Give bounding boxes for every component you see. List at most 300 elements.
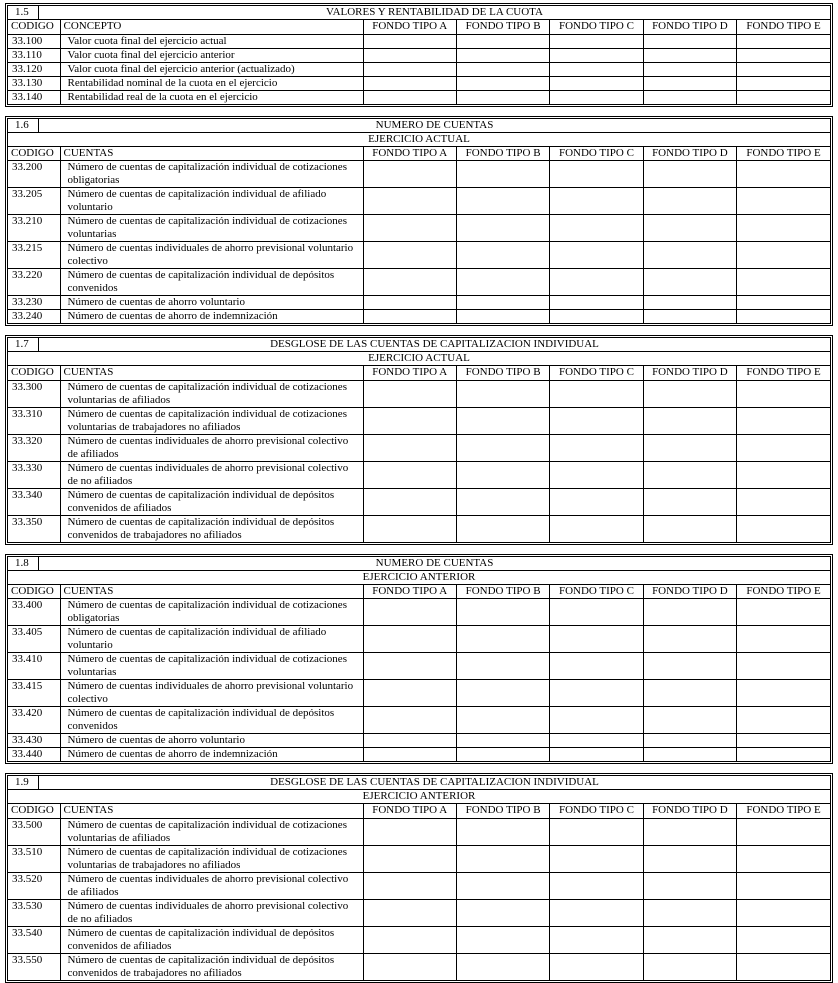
value-cell-fondo-d xyxy=(643,899,736,926)
column-header-fondo-d: FONDO TIPO D xyxy=(643,585,736,599)
value-cell-fondo-a xyxy=(363,434,456,461)
table-row-33.140 xyxy=(8,90,830,104)
value-cell-fondo-c xyxy=(550,310,643,324)
table-header-row xyxy=(8,366,830,380)
row-code: 33.420 xyxy=(8,707,60,734)
row-label: Número de cuentas de capitalización individual de cotizaciones obligatorias xyxy=(60,161,363,188)
row-code: 33.230 xyxy=(8,296,60,310)
value-cell-fondo-c xyxy=(550,188,643,215)
value-cell-fondo-e xyxy=(737,407,830,434)
table-row-33.240 xyxy=(8,310,830,324)
value-cell-fondo-d xyxy=(643,76,736,90)
section-number: 1.6 xyxy=(8,119,39,132)
value-cell-fondo-d xyxy=(643,748,736,762)
section-number: 1.5 xyxy=(8,6,39,19)
column-header-fondo-e: FONDO TIPO E xyxy=(737,585,830,599)
value-cell-fondo-e xyxy=(737,380,830,407)
value-cell-fondo-d xyxy=(643,953,736,980)
value-cell-fondo-e xyxy=(737,818,830,845)
row-label: Número de cuentas individuales de ahorro previsional voluntario colectivo xyxy=(60,242,363,269)
table-row-33.300 xyxy=(8,380,830,407)
column-header-fondo-c: FONDO TIPO C xyxy=(550,585,643,599)
row-label: Número de cuentas de capitalización individual de cotizaciones voluntarias de trabajadores no afiliados xyxy=(60,407,363,434)
value-cell-fondo-e xyxy=(737,926,830,953)
column-header-fondo-e: FONDO TIPO E xyxy=(737,366,830,380)
value-cell-fondo-c xyxy=(550,161,643,188)
value-cell-fondo-e xyxy=(737,161,830,188)
column-header-fondo-c: FONDO TIPO C xyxy=(550,366,643,380)
row-label: Número de cuentas de capitalización individual de cotizaciones voluntarias de afiliados xyxy=(60,818,363,845)
row-label: Número de cuentas de ahorro voluntario xyxy=(60,296,363,310)
value-cell-fondo-d xyxy=(643,407,736,434)
section-number: 1.8 xyxy=(8,557,39,570)
value-cell-fondo-d xyxy=(643,90,736,104)
row-code: 33.340 xyxy=(8,488,60,515)
table-row-33.420 xyxy=(8,707,830,734)
value-cell-fondo-c xyxy=(550,434,643,461)
row-label: Número de cuentas de ahorro de indemnización xyxy=(60,748,363,762)
value-cell-fondo-a xyxy=(363,488,456,515)
row-code: 33.405 xyxy=(8,626,60,653)
value-cell-fondo-a xyxy=(363,310,456,324)
value-cell-fondo-e xyxy=(737,90,830,104)
value-cell-fondo-e xyxy=(737,953,830,980)
value-cell-fondo-d xyxy=(643,296,736,310)
value-cell-fondo-a xyxy=(363,188,456,215)
row-code: 33.520 xyxy=(8,872,60,899)
row-label: Rentabilidad real de la cuota en el ejercicio xyxy=(60,90,363,104)
section-title: DESGLOSE DE LAS CUENTAS DE CAPITALIZACION INDIVIDUAL xyxy=(270,776,599,788)
value-cell-fondo-c xyxy=(550,748,643,762)
column-header-concepto: CUENTAS xyxy=(60,804,363,818)
section-title-row xyxy=(8,776,830,790)
column-header-fondo-a: FONDO TIPO A xyxy=(363,20,456,34)
row-code: 33.140 xyxy=(8,90,60,104)
row-label: Número de cuentas individuales de ahorro previsional colectivo de no afiliados xyxy=(60,461,363,488)
value-cell-fondo-a xyxy=(363,48,456,62)
value-cell-fondo-c xyxy=(550,296,643,310)
value-cell-fondo-c xyxy=(550,818,643,845)
value-cell-fondo-b xyxy=(456,90,549,104)
row-code: 33.300 xyxy=(8,380,60,407)
row-label: Valor cuota final del ejercicio actual xyxy=(60,34,363,48)
row-label: Número de cuentas de capitalización individual de depósitos convenidos de trabajadores no afiliados xyxy=(60,515,363,542)
value-cell-fondo-c xyxy=(550,872,643,899)
row-code: 33.110 xyxy=(8,48,60,62)
section-title-row xyxy=(8,6,830,20)
row-label: Número de cuentas de ahorro voluntario xyxy=(60,734,363,748)
value-cell-fondo-e xyxy=(737,899,830,926)
value-cell-fondo-d xyxy=(643,818,736,845)
table-row-33.350 xyxy=(8,515,830,542)
value-cell-fondo-c xyxy=(550,653,643,680)
row-code: 33.210 xyxy=(8,215,60,242)
value-cell-fondo-d xyxy=(643,34,736,48)
column-header-fondo-b: FONDO TIPO B xyxy=(456,804,549,818)
row-label: Número de cuentas de capitalización individual de cotizaciones voluntarias de trabajadores no afiliados xyxy=(60,845,363,872)
value-cell-fondo-a xyxy=(363,461,456,488)
table-header-row xyxy=(8,585,830,599)
row-label: Número de cuentas de capitalización individual de afiliado voluntario xyxy=(60,188,363,215)
value-cell-fondo-e xyxy=(737,626,830,653)
value-cell-fondo-b xyxy=(456,242,549,269)
row-code: 33.550 xyxy=(8,953,60,980)
value-cell-fondo-b xyxy=(456,488,549,515)
value-cell-fondo-b xyxy=(456,748,549,762)
row-label: Número de cuentas de capitalización individual de cotizaciones obligatorias xyxy=(60,599,363,626)
table-row-33.215 xyxy=(8,242,830,269)
value-cell-fondo-c xyxy=(550,62,643,76)
column-header-fondo-c: FONDO TIPO C xyxy=(550,20,643,34)
row-label: Número de cuentas individuales de ahorro previsional colectivo de afiliados xyxy=(60,872,363,899)
row-code: 33.120 xyxy=(8,62,60,76)
section-table xyxy=(8,147,830,324)
table-row-33.220 xyxy=(8,269,830,296)
row-label: Número de cuentas individuales de ahorro previsional colectivo de afiliados xyxy=(60,434,363,461)
value-cell-fondo-e xyxy=(737,653,830,680)
row-label: Número de cuentas de capitalización individual de depósitos convenidos xyxy=(60,707,363,734)
value-cell-fondo-e xyxy=(737,734,830,748)
value-cell-fondo-b xyxy=(456,845,549,872)
value-cell-fondo-d xyxy=(643,845,736,872)
value-cell-fondo-b xyxy=(456,953,549,980)
value-cell-fondo-e xyxy=(737,488,830,515)
value-cell-fondo-d xyxy=(643,926,736,953)
value-cell-fondo-a xyxy=(363,90,456,104)
table-row-33.230 xyxy=(8,296,830,310)
value-cell-fondo-d xyxy=(643,269,736,296)
value-cell-fondo-a xyxy=(363,407,456,434)
form-section-1.8 xyxy=(5,554,833,765)
column-header-concepto: CUENTAS xyxy=(60,147,363,161)
value-cell-fondo-c xyxy=(550,215,643,242)
form-section-1.5 xyxy=(5,3,833,107)
row-code: 33.320 xyxy=(8,434,60,461)
table-row-33.120 xyxy=(8,62,830,76)
value-cell-fondo-a xyxy=(363,161,456,188)
value-cell-fondo-b xyxy=(456,215,549,242)
value-cell-fondo-b xyxy=(456,76,549,90)
value-cell-fondo-d xyxy=(643,599,736,626)
section-number: 1.7 xyxy=(8,338,39,351)
row-label: Valor cuota final del ejercicio anterior (actualizado) xyxy=(60,62,363,76)
row-code: 33.130 xyxy=(8,76,60,90)
value-cell-fondo-b xyxy=(456,434,549,461)
row-code: 33.500 xyxy=(8,818,60,845)
table-row-33.500 xyxy=(8,818,830,845)
row-label: Número de cuentas de capitalización individual de depósitos convenidos xyxy=(60,269,363,296)
value-cell-fondo-b xyxy=(456,707,549,734)
section-title: DESGLOSE DE LAS CUENTAS DE CAPITALIZACION INDIVIDUAL xyxy=(270,338,599,350)
value-cell-fondo-c xyxy=(550,707,643,734)
row-code: 33.440 xyxy=(8,748,60,762)
value-cell-fondo-a xyxy=(363,515,456,542)
table-row-33.340 xyxy=(8,488,830,515)
value-cell-fondo-b xyxy=(456,188,549,215)
value-cell-fondo-d xyxy=(643,380,736,407)
row-code: 33.415 xyxy=(8,680,60,707)
value-cell-fondo-a xyxy=(363,62,456,76)
value-cell-fondo-a xyxy=(363,269,456,296)
row-label: Número de cuentas de capitalización individual de cotizaciones voluntarias xyxy=(60,653,363,680)
table-row-33.320 xyxy=(8,434,830,461)
value-cell-fondo-b xyxy=(456,34,549,48)
value-cell-fondo-d xyxy=(643,626,736,653)
column-header-concepto: CONCEPTO xyxy=(60,20,363,34)
value-cell-fondo-b xyxy=(456,872,549,899)
table-row-33.310 xyxy=(8,407,830,434)
section-title-row xyxy=(8,119,830,133)
table-row-33.530 xyxy=(8,899,830,926)
value-cell-fondo-c xyxy=(550,34,643,48)
value-cell-fondo-b xyxy=(456,626,549,653)
value-cell-fondo-a xyxy=(363,34,456,48)
value-cell-fondo-c xyxy=(550,926,643,953)
column-header-codigo: CODIGO xyxy=(8,366,60,380)
value-cell-fondo-e xyxy=(737,34,830,48)
table-row-33.205 xyxy=(8,188,830,215)
value-cell-fondo-b xyxy=(456,161,549,188)
value-cell-fondo-b xyxy=(456,926,549,953)
row-label: Rentabilidad nominal de la cuota en el ejercicio xyxy=(60,76,363,90)
form-section-1.9 xyxy=(5,773,833,983)
value-cell-fondo-a xyxy=(363,380,456,407)
row-code: 33.540 xyxy=(8,926,60,953)
row-code: 33.205 xyxy=(8,188,60,215)
value-cell-fondo-a xyxy=(363,845,456,872)
row-code: 33.200 xyxy=(8,161,60,188)
column-header-fondo-c: FONDO TIPO C xyxy=(550,804,643,818)
value-cell-fondo-e xyxy=(737,707,830,734)
value-cell-fondo-a xyxy=(363,926,456,953)
value-cell-fondo-b xyxy=(456,269,549,296)
column-header-fondo-b: FONDO TIPO B xyxy=(456,20,549,34)
column-header-fondo-a: FONDO TIPO A xyxy=(363,366,456,380)
row-label: Número de cuentas individuales de ahorro previsional voluntario colectivo xyxy=(60,680,363,707)
column-header-fondo-d: FONDO TIPO D xyxy=(643,20,736,34)
column-header-fondo-e: FONDO TIPO E xyxy=(737,804,830,818)
value-cell-fondo-c xyxy=(550,461,643,488)
value-cell-fondo-e xyxy=(737,310,830,324)
value-cell-fondo-a xyxy=(363,76,456,90)
value-cell-fondo-c xyxy=(550,953,643,980)
column-header-concepto: CUENTAS xyxy=(60,585,363,599)
section-title: NUMERO DE CUENTAS xyxy=(375,556,494,569)
value-cell-fondo-a xyxy=(363,734,456,748)
table-row-33.415 xyxy=(8,680,830,707)
value-cell-fondo-e xyxy=(737,188,830,215)
row-code: 33.310 xyxy=(8,407,60,434)
value-cell-fondo-c xyxy=(550,515,643,542)
value-cell-fondo-a xyxy=(363,818,456,845)
value-cell-fondo-a xyxy=(363,626,456,653)
value-cell-fondo-c xyxy=(550,407,643,434)
value-cell-fondo-c xyxy=(550,488,643,515)
value-cell-fondo-e xyxy=(737,62,830,76)
row-code: 33.430 xyxy=(8,734,60,748)
value-cell-fondo-a xyxy=(363,599,456,626)
value-cell-fondo-d xyxy=(643,707,736,734)
row-code: 33.350 xyxy=(8,515,60,542)
table-row-33.440 xyxy=(8,748,830,762)
value-cell-fondo-a xyxy=(363,872,456,899)
value-cell-fondo-b xyxy=(456,48,549,62)
value-cell-fondo-c xyxy=(550,599,643,626)
value-cell-fondo-a xyxy=(363,215,456,242)
value-cell-fondo-d xyxy=(643,48,736,62)
form-section-1.6 xyxy=(5,116,833,327)
form-section-1.7 xyxy=(5,335,833,545)
row-label: Número de cuentas de ahorro de indemnización xyxy=(60,310,363,324)
value-cell-fondo-a xyxy=(363,680,456,707)
value-cell-fondo-e xyxy=(737,515,830,542)
value-cell-fondo-b xyxy=(456,599,549,626)
column-header-codigo: CODIGO xyxy=(8,804,60,818)
value-cell-fondo-c xyxy=(550,242,643,269)
section-subtitle: EJERCICIO ACTUAL xyxy=(8,133,830,147)
table-header-row xyxy=(8,147,830,161)
row-code: 33.330 xyxy=(8,461,60,488)
table-row-33.405 xyxy=(8,626,830,653)
column-header-fondo-a: FONDO TIPO A xyxy=(363,804,456,818)
row-label: Número de cuentas de capitalización individual de cotizaciones voluntarias de afiliados xyxy=(60,380,363,407)
value-cell-fondo-c xyxy=(550,680,643,707)
section-table xyxy=(8,804,830,980)
row-code: 33.410 xyxy=(8,653,60,680)
table-row-33.200 xyxy=(8,161,830,188)
value-cell-fondo-d xyxy=(643,872,736,899)
row-code: 33.100 xyxy=(8,34,60,48)
value-cell-fondo-d xyxy=(643,488,736,515)
column-header-fondo-d: FONDO TIPO D xyxy=(643,147,736,161)
column-header-fondo-a: FONDO TIPO A xyxy=(363,147,456,161)
row-label: Valor cuota final del ejercicio anterior xyxy=(60,48,363,62)
column-header-fondo-a: FONDO TIPO A xyxy=(363,585,456,599)
value-cell-fondo-d xyxy=(643,161,736,188)
table-header-row xyxy=(8,20,830,34)
column-header-fondo-d: FONDO TIPO D xyxy=(643,366,736,380)
table-row-33.130 xyxy=(8,76,830,90)
table-header-row xyxy=(8,804,830,818)
row-code: 33.530 xyxy=(8,899,60,926)
value-cell-fondo-b xyxy=(456,62,549,76)
section-subtitle: EJERCICIO ACTUAL xyxy=(8,352,830,366)
value-cell-fondo-d xyxy=(643,680,736,707)
value-cell-fondo-c xyxy=(550,380,643,407)
value-cell-fondo-c xyxy=(550,269,643,296)
value-cell-fondo-d xyxy=(643,242,736,269)
column-header-fondo-b: FONDO TIPO B xyxy=(456,366,549,380)
value-cell-fondo-b xyxy=(456,899,549,926)
table-row-33.400 xyxy=(8,599,830,626)
value-cell-fondo-e xyxy=(737,680,830,707)
table-row-33.510 xyxy=(8,845,830,872)
column-header-codigo: CODIGO xyxy=(8,20,60,34)
value-cell-fondo-b xyxy=(456,680,549,707)
value-cell-fondo-a xyxy=(363,242,456,269)
column-header-fondo-d: FONDO TIPO D xyxy=(643,804,736,818)
value-cell-fondo-a xyxy=(363,707,456,734)
value-cell-fondo-c xyxy=(550,48,643,62)
value-cell-fondo-b xyxy=(456,407,549,434)
row-code: 33.400 xyxy=(8,599,60,626)
value-cell-fondo-a xyxy=(363,653,456,680)
column-header-fondo-e: FONDO TIPO E xyxy=(737,20,830,34)
section-subtitle: EJERCICIO ANTERIOR xyxy=(8,790,830,804)
value-cell-fondo-d xyxy=(643,215,736,242)
value-cell-fondo-b xyxy=(456,380,549,407)
value-cell-fondo-a xyxy=(363,748,456,762)
value-cell-fondo-e xyxy=(737,76,830,90)
value-cell-fondo-e xyxy=(737,48,830,62)
value-cell-fondo-e xyxy=(737,748,830,762)
section-table xyxy=(8,585,830,762)
value-cell-fondo-e xyxy=(737,242,830,269)
value-cell-fondo-d xyxy=(643,62,736,76)
value-cell-fondo-e xyxy=(737,434,830,461)
column-header-fondo-e: FONDO TIPO E xyxy=(737,147,830,161)
row-label: Número de cuentas de capitalización individual de afiliado voluntario xyxy=(60,626,363,653)
value-cell-fondo-b xyxy=(456,818,549,845)
table-row-33.110 xyxy=(8,48,830,62)
value-cell-fondo-d xyxy=(643,515,736,542)
table-row-33.210 xyxy=(8,215,830,242)
value-cell-fondo-b xyxy=(456,515,549,542)
value-cell-fondo-c xyxy=(550,76,643,90)
row-label: Número de cuentas de capitalización individual de depósitos convenidos de afiliados xyxy=(60,488,363,515)
value-cell-fondo-e xyxy=(737,269,830,296)
value-cell-fondo-b xyxy=(456,734,549,748)
value-cell-fondo-e xyxy=(737,296,830,310)
table-row-33.100 xyxy=(8,34,830,48)
value-cell-fondo-a xyxy=(363,296,456,310)
section-title: VALORES Y RENTABILIDAD DE LA CUOTA xyxy=(326,6,543,18)
section-title: NUMERO DE CUENTAS xyxy=(375,118,494,131)
value-cell-fondo-d xyxy=(643,310,736,324)
value-cell-fondo-d xyxy=(643,653,736,680)
value-cell-fondo-e xyxy=(737,872,830,899)
value-cell-fondo-c xyxy=(550,845,643,872)
row-code: 33.240 xyxy=(8,310,60,324)
table-row-33.430 xyxy=(8,734,830,748)
value-cell-fondo-b xyxy=(456,461,549,488)
value-cell-fondo-e xyxy=(737,215,830,242)
column-header-concepto: CUENTAS xyxy=(60,366,363,380)
column-header-fondo-b: FONDO TIPO B xyxy=(456,147,549,161)
value-cell-fondo-e xyxy=(737,845,830,872)
value-cell-fondo-a xyxy=(363,899,456,926)
value-cell-fondo-a xyxy=(363,953,456,980)
table-row-33.330 xyxy=(8,461,830,488)
column-header-fondo-b: FONDO TIPO B xyxy=(456,585,549,599)
section-title-row xyxy=(8,338,830,352)
column-header-codigo: CODIGO xyxy=(8,585,60,599)
value-cell-fondo-d xyxy=(643,434,736,461)
row-code: 33.220 xyxy=(8,269,60,296)
column-header-codigo: CODIGO xyxy=(8,147,60,161)
value-cell-fondo-c xyxy=(550,626,643,653)
value-cell-fondo-e xyxy=(737,599,830,626)
row-label: Número de cuentas individuales de ahorro previsional colectivo de no afiliados xyxy=(60,899,363,926)
table-row-33.550 xyxy=(8,953,830,980)
row-code: 33.510 xyxy=(8,845,60,872)
section-table xyxy=(8,366,830,542)
column-header-fondo-c: FONDO TIPO C xyxy=(550,147,643,161)
table-row-33.410 xyxy=(8,653,830,680)
section-table xyxy=(8,20,830,104)
value-cell-fondo-b xyxy=(456,653,549,680)
row-label: Número de cuentas de capitalización individual de depósitos convenidos de afiliados xyxy=(60,926,363,953)
